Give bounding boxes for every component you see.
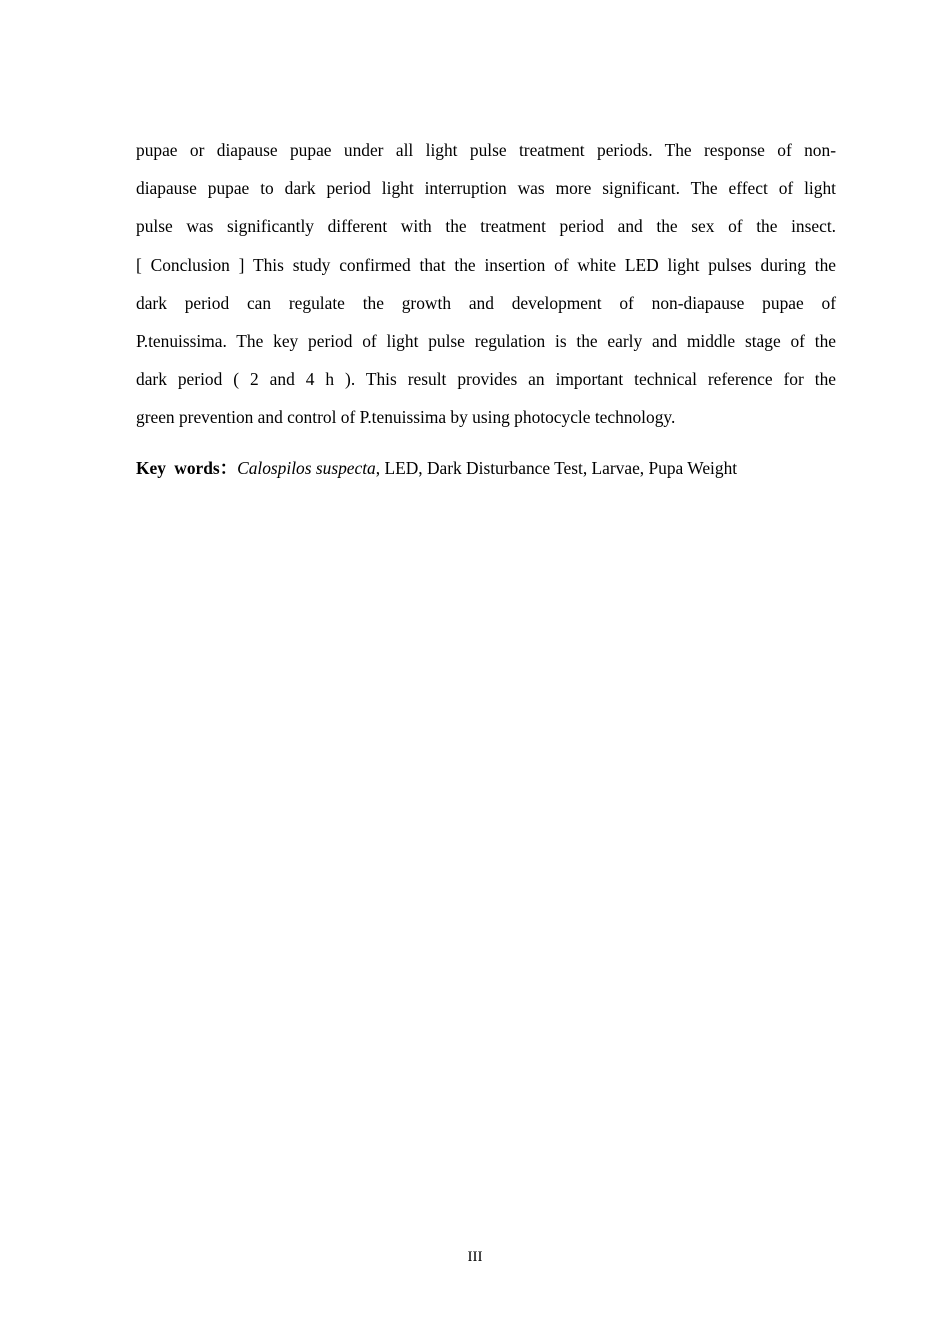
keywords-line xyxy=(136,452,856,484)
abstract-line: diapause pupae to dark period light interruption was more significant. The effect of light xyxy=(136,178,836,199)
abstract-line: [ Conclusion ] This study confirmed that the insertion of white LED light pulses during the xyxy=(136,254,836,275)
abstract-line: pupae or diapause pupae under all light pulse treatment periods. The response of non- xyxy=(136,140,836,160)
page-number: III xyxy=(467,1249,483,1265)
abstract-line: green prevention and control of P.tenuissima by using photocycle technology. xyxy=(136,407,676,428)
keywords-species: Calospilos suspecta xyxy=(237,458,376,478)
abstract-line: dark period can regulate the growth and development of non-diapause pupae of xyxy=(136,292,836,313)
abstract-line: P.tenuissima. The key period of light pulse regulation is the early and middle stage of the xyxy=(136,330,836,351)
abstract-line: dark period ( 2 and 4 h ). This result provides an important technical reference for the xyxy=(136,369,836,390)
keywords-label: Key words： xyxy=(136,458,238,478)
keywords-list: , LED, Dark Disturbance Test, Larvae, Pupa Weight xyxy=(375,458,738,478)
abstract-text xyxy=(136,131,836,437)
abstract-line: pulse was significantly different with the treatment period and the sex of the insect. xyxy=(136,216,836,237)
